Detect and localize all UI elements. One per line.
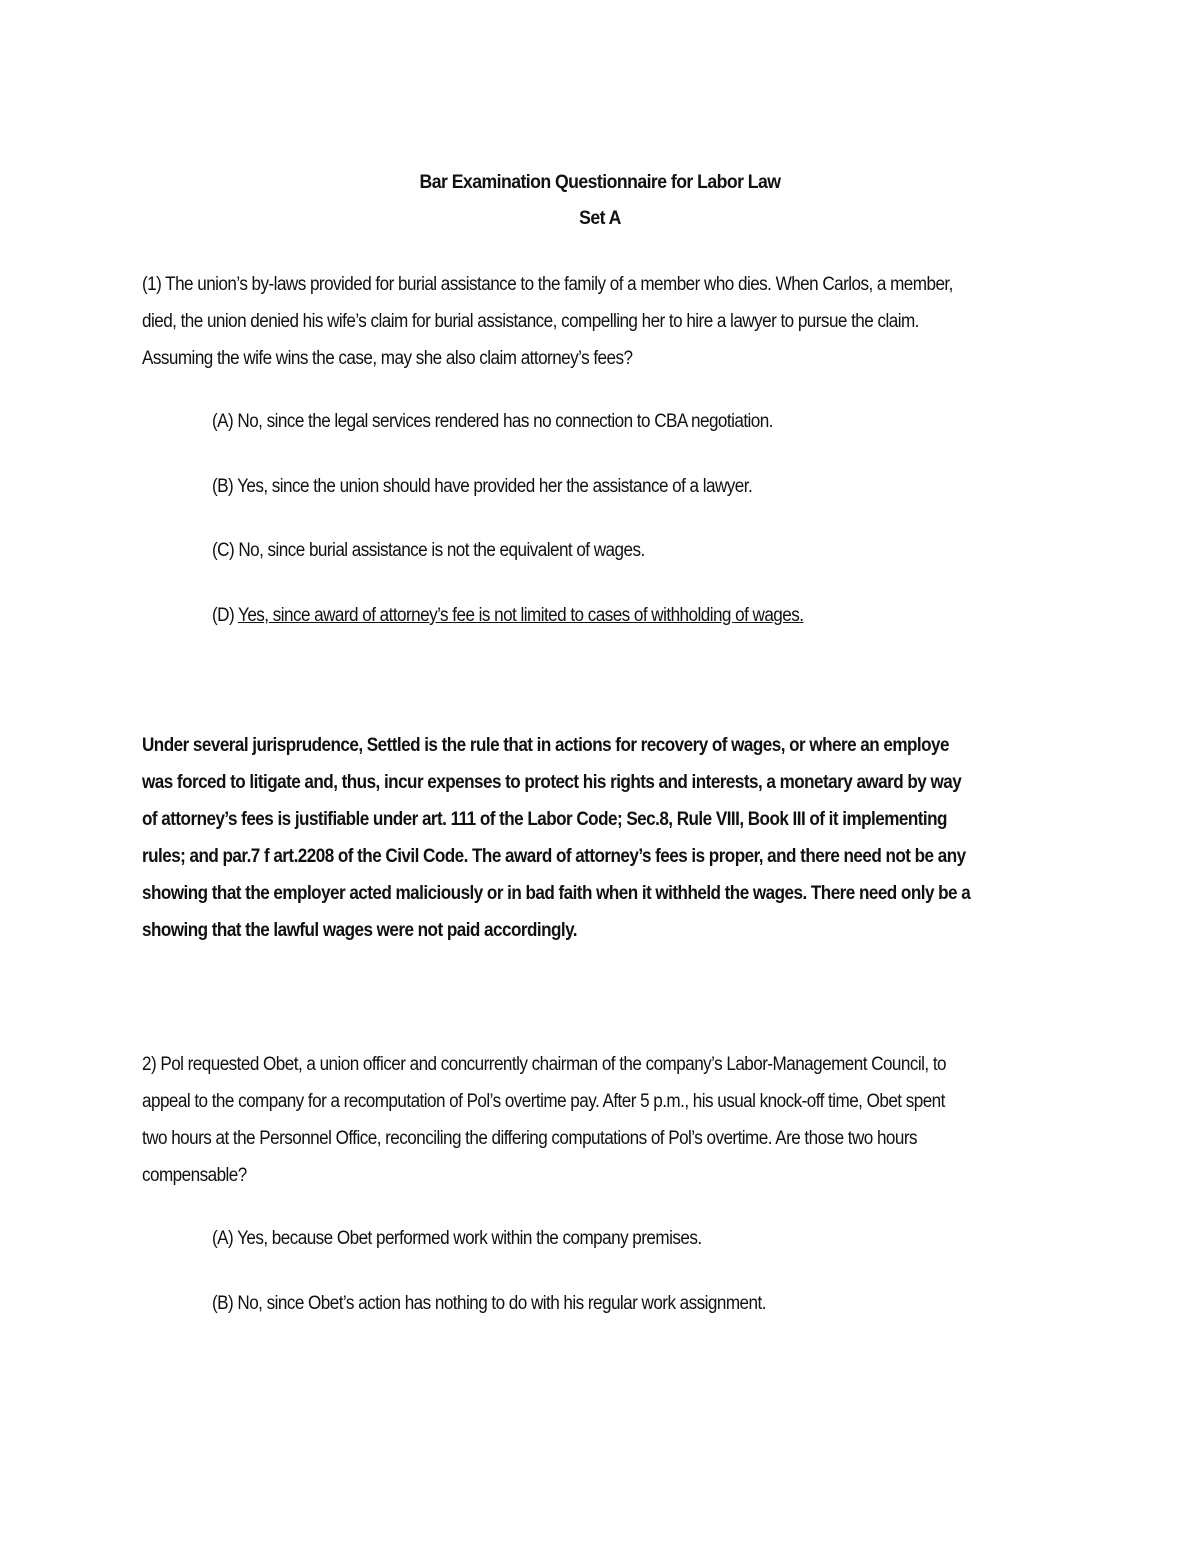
question-1-line: died, the union denied his wife’s claim for burial assistance, compelling her to hire a lawyer to pursue the claim. bbox=[142, 311, 919, 332]
answer-1-line: showing that the employer acted maliciously or in bad faith when it withheld the wages. There need only be a bbox=[142, 883, 971, 904]
question-1-stem bbox=[142, 266, 1102, 377]
question-1-choice-c: (C) No, since burial assistance is not the equivalent of wages. bbox=[212, 540, 645, 561]
question-2-line: two hours at the Personnel Office, reconciling the differing computations of Pol’s overtime. Are those two hours bbox=[142, 1128, 918, 1149]
answer-1-explanation bbox=[142, 727, 1102, 949]
answer-1-line: showing that the lawful wages were not paid accordingly. bbox=[142, 920, 578, 941]
choice-d-answer-underlined: Yes, since award of attorney’s fee is not limited to cases of withholding of wages. bbox=[238, 605, 804, 626]
question-1-choice-d bbox=[212, 605, 803, 627]
choice-d-prefix: (D) bbox=[212, 605, 239, 626]
question-2-line: appeal to the company for a recomputation of Pol’s overtime pay. After 5 p.m., his usual knock-off time, Obet spent bbox=[142, 1091, 945, 1112]
question-1-line: (1) The union’s by-laws provided for burial assistance to the family of a member who dies. When Carlos, a member, bbox=[142, 274, 953, 295]
answer-1-line: of attorney’s fees is justifiable under art. 111 of the Labor Code; Sec.8, Rule VIII, Book III of it implementing bbox=[142, 809, 947, 830]
document-title: Bar Examination Questionnaire for Labor Law bbox=[419, 172, 781, 193]
document-subtitle: Set A bbox=[579, 208, 621, 229]
question-2-stem bbox=[142, 1046, 1102, 1194]
question-2-choice-b: (B) No, since Obet’s action has nothing to do with his regular work assignment. bbox=[212, 1293, 766, 1314]
answer-1-line: rules; and par.7 f art.2208 of the Civil Code. The award of attorney’s fees is proper, and there need not be any bbox=[142, 846, 966, 867]
question-1-line: Assuming the wife wins the case, may she also claim attorney’s fees? bbox=[142, 348, 633, 369]
question-2-line: 2) Pol requested Obet, a union officer and concurrently chairman of the company’s Labor-Management Council, to bbox=[142, 1054, 947, 1075]
answer-1-line: was forced to litigate and, thus, incur expenses to protect his rights and interests, a monetary award by way bbox=[142, 772, 962, 793]
answer-1-line: Under several jurisprudence, Settled is the rule that in actions for recovery of wages, or where an employe bbox=[142, 735, 949, 756]
question-1-choice-a: (A) No, since the legal services rendered has no connection to CBA negotiation. bbox=[212, 411, 773, 432]
question-2-line: compensable? bbox=[142, 1165, 247, 1186]
question-1-choice-b: (B) Yes, since the union should have provided her the assistance of a lawyer. bbox=[212, 476, 753, 497]
question-2-choice-a: (A) Yes, because Obet performed work within the company premises. bbox=[212, 1228, 702, 1249]
